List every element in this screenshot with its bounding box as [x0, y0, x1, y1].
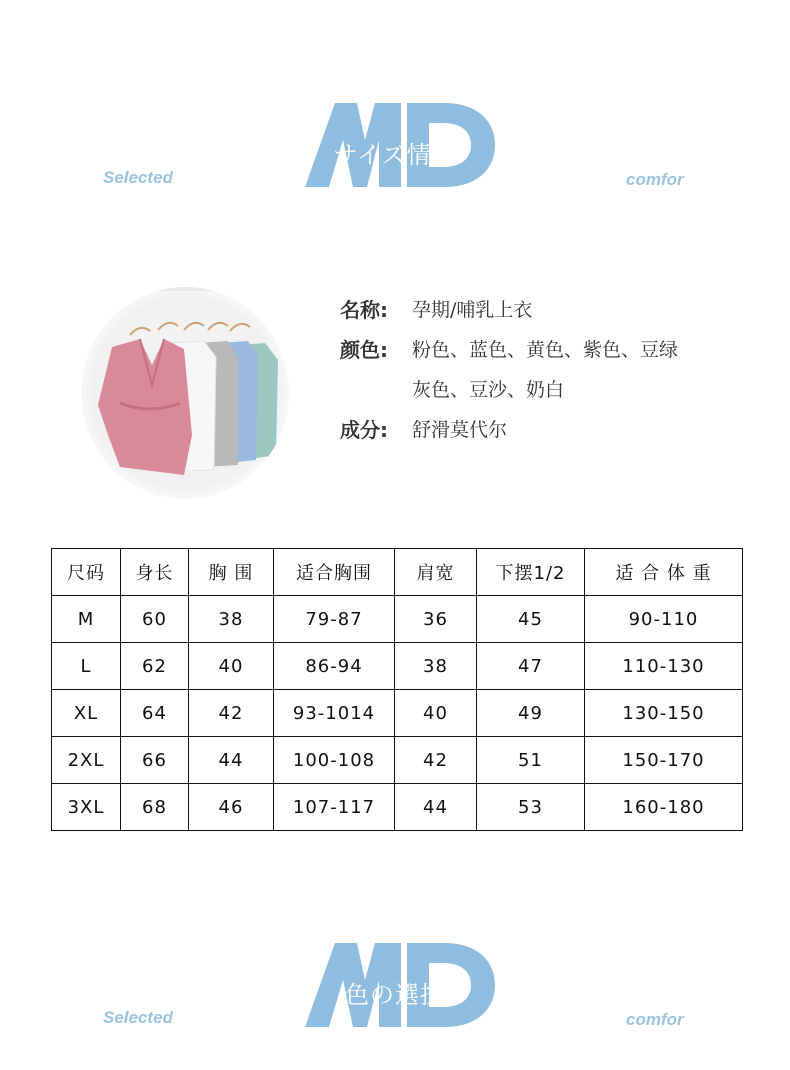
tag-comfor: comfor — [626, 1010, 684, 1029]
table-row — [52, 737, 743, 784]
material-label: 成分: — [340, 418, 388, 442]
table-row — [52, 784, 743, 831]
table-header-row — [52, 549, 743, 596]
table-cell: 44 — [395, 784, 477, 831]
table-cell: 107-117 — [274, 784, 395, 831]
table-cell: 160-180 — [585, 784, 743, 831]
table-cell: 51 — [477, 737, 585, 784]
table-cell: M — [52, 596, 121, 643]
size-table — [51, 548, 743, 831]
table-cell: 42 — [189, 690, 274, 737]
size-info-banner — [0, 95, 790, 205]
name-value: 孕期/哺乳上衣 — [412, 299, 533, 321]
header-cell: 胸 围 — [189, 549, 274, 596]
color-value-line1: 粉色、蓝色、黄色、紫色、豆绿 — [412, 339, 679, 361]
table-cell: 38 — [395, 643, 477, 690]
tag-comfor: comfor — [626, 170, 684, 189]
banner-title: サイズ情報 — [333, 141, 457, 169]
table-cell: 130-150 — [585, 690, 743, 737]
table-cell: 38 — [189, 596, 274, 643]
color-select-banner — [0, 935, 790, 1045]
header-cell: 适 合 体 重 — [585, 549, 743, 596]
table-cell: 150-170 — [585, 737, 743, 784]
table-cell: 66 — [121, 737, 189, 784]
table-cell: 86-94 — [274, 643, 395, 690]
table-cell: 40 — [189, 643, 274, 690]
table-cell: 44 — [189, 737, 274, 784]
table-cell: 49 — [477, 690, 585, 737]
table-cell: 90-110 — [585, 596, 743, 643]
table-row — [52, 643, 743, 690]
table-cell: 42 — [395, 737, 477, 784]
table-cell: 53 — [477, 784, 585, 831]
table-cell: 45 — [477, 596, 585, 643]
header-cell: 尺码 — [52, 549, 121, 596]
table-cell: 79-87 — [274, 596, 395, 643]
table-cell: 47 — [477, 643, 585, 690]
header-cell: 肩宽 — [395, 549, 477, 596]
table-cell: 93-1014 — [274, 690, 395, 737]
product-photo — [80, 285, 290, 500]
table-cell: 36 — [395, 596, 477, 643]
header-cell: 身长 — [121, 549, 189, 596]
table-cell: 62 — [121, 643, 189, 690]
header-cell: 适合胸围 — [274, 549, 395, 596]
table-cell: L — [52, 643, 121, 690]
table-cell: 40 — [395, 690, 477, 737]
table-cell: 46 — [189, 784, 274, 831]
name-label: 名称: — [340, 298, 388, 322]
table-cell: 110-130 — [585, 643, 743, 690]
table-cell: 60 — [121, 596, 189, 643]
color-label: 颜色: — [340, 338, 388, 362]
table-row — [52, 690, 743, 737]
table-cell: 2XL — [52, 737, 121, 784]
table-cell: 64 — [121, 690, 189, 737]
table-cell: XL — [52, 690, 121, 737]
table-row — [52, 596, 743, 643]
tag-selected: Selected — [103, 168, 173, 187]
material-value: 舒滑莫代尔 — [412, 419, 508, 441]
color-value-line2: 灰色、豆沙、奶白 — [412, 379, 565, 401]
table-cell: 100-108 — [274, 737, 395, 784]
table-cell: 3XL — [52, 784, 121, 831]
banner-title: 色の選択 — [345, 981, 445, 1009]
table-cell: 68 — [121, 784, 189, 831]
header-cell: 下摆1/2 — [477, 549, 585, 596]
tag-selected: Selected — [103, 1008, 173, 1027]
